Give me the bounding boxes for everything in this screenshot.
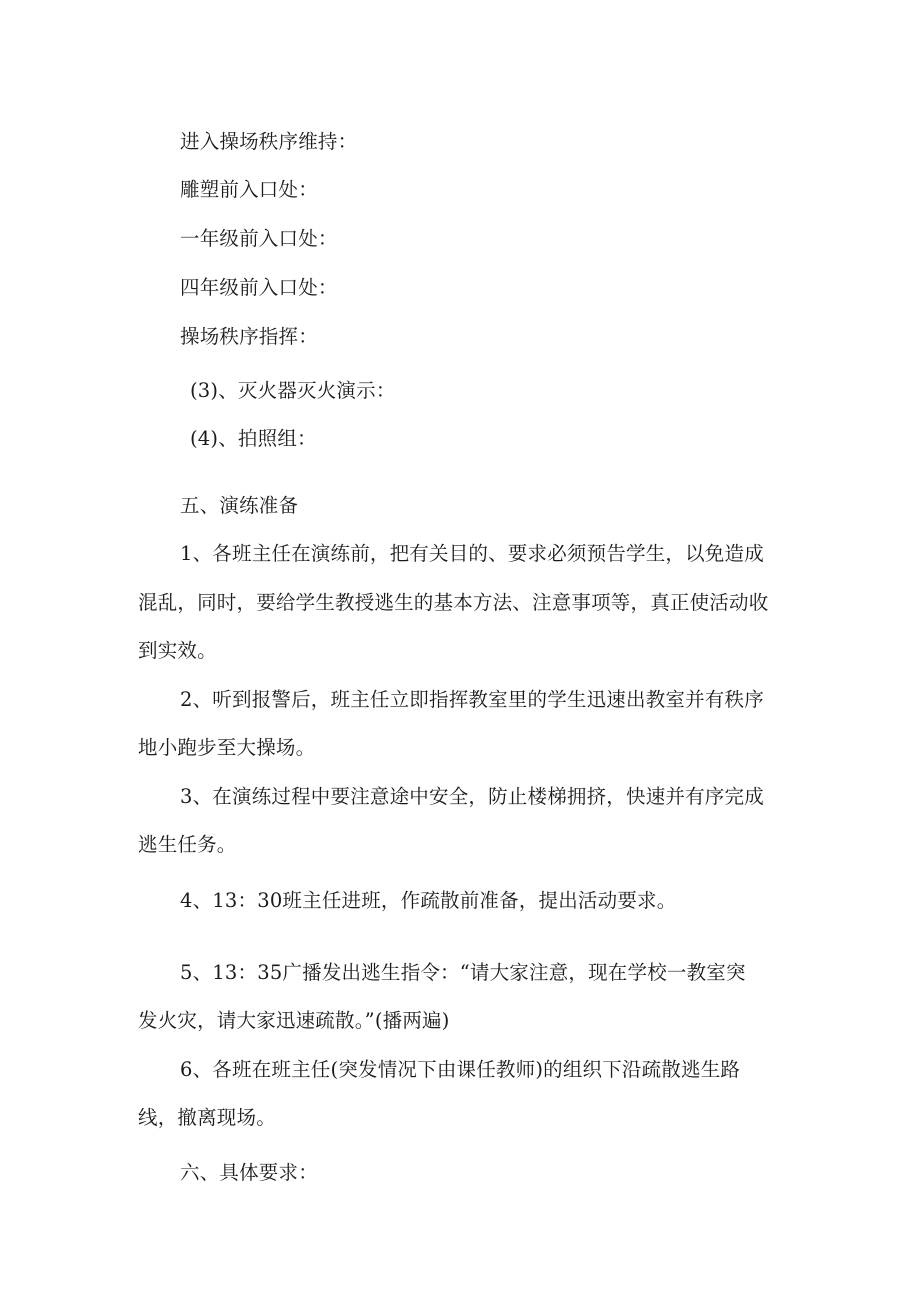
section-heading: 五、演练准备 (180, 494, 299, 517)
text-line: (4)、拍照组： (190, 427, 317, 450)
text-line: 一年级前入口处： (180, 227, 338, 250)
text-line: 6、各班在班主任(突发情况下由课任教师)的组织下沿疏散逃生路 (180, 1058, 741, 1081)
text-line: (3)、灭火器灭火演示： (190, 379, 396, 402)
section-heading: 六、具体要求： (180, 1161, 318, 1184)
text-line: 操场秩序指挥： (180, 325, 318, 348)
text-line: 1、各班主任在演练前，把有关目的、要求必须预告学生，以免造成 (180, 542, 764, 565)
text-line: 4、13：30班主任进班，作疏散前准备，提出活动要求。 (180, 889, 677, 912)
text-line: 逃生任务。 (138, 833, 237, 856)
text-line: 地小跑步至大操场。 (138, 736, 316, 759)
text-line: 雕塑前入口处： (180, 178, 318, 201)
text-line: 进入操场秩序维持： (180, 130, 358, 153)
text-line: 3、在演练过程中要注意途中安全，防止楼梯拥挤，快速并有序完成 (180, 785, 764, 808)
text-line: 到实效。 (138, 639, 217, 662)
text-line: 5、13：35广播发出逃生指令：“请大家注意，现在学校一教室突 (180, 961, 746, 984)
text-line: 2、听到报警后，班主任立即指挥教室里的学生迅速出教室并有秩序 (180, 688, 764, 711)
text-line: 混乱，同时，要给学生教授逃生的基本方法、注意事项等，真正使活动收 (138, 591, 769, 614)
text-line: 四年级前入口处： (180, 276, 338, 299)
text-line: 线，撤离现场。 (138, 1106, 276, 1129)
text-line: 发火灾，请大家迅速疏散。”(播两遍) (138, 1009, 450, 1032)
